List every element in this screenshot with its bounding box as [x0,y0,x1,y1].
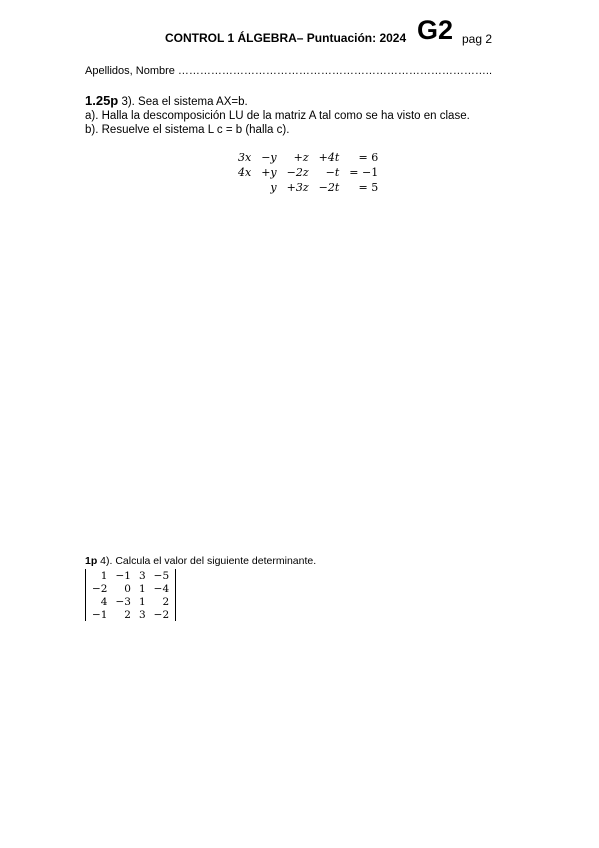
student-name-line: Apellidos, Nombre ………………………………………………………………………….. [85,65,493,77]
group-label: G2 [417,15,454,45]
determinant-row [88,582,173,595]
determinant-cell: 2 [124,608,131,621]
determinant-cell: −1 [115,569,131,582]
determinant-cell: 0 [124,582,131,595]
equation-term: −2z [286,166,309,179]
determinant-cell: −4 [153,582,170,595]
equation-term: +z [293,151,309,164]
equation-rhs: = 6 [358,151,379,164]
equation-term: −y [261,151,277,164]
determinant-cell: 1 [138,595,146,608]
determinant-cell: −5 [153,569,170,582]
question-3-heading [85,94,470,109]
exam-title: CONTROL 1 ÁLGEBRA– Puntuación: 2024 [165,31,407,45]
question-4 [85,555,316,567]
question-4-text: 4). Calcula el valor del siguiente determinante. [97,555,317,567]
equation-rhs: = 5 [358,181,379,194]
equation-term [233,180,256,195]
determinant-row [88,595,173,608]
equation-term: +y [261,166,277,179]
equation-term: −2t [318,181,340,194]
determinant-cell: −2 [92,582,108,595]
determinant-cell: 1 [138,582,146,595]
equation-term: 3x [238,151,252,164]
equation-term: −t [325,166,340,179]
determinant-row [88,569,173,582]
question-3-intro: 3). Sea el sistema AX=b. [118,96,248,108]
determinant-cell: −1 [92,608,108,621]
equation-row [233,180,383,195]
question-4-points: 1p [85,555,98,567]
determinant-cell: −3 [115,595,131,608]
equation-row [233,150,383,165]
determinant-cell: −2 [153,608,170,621]
determinant-cell: 4 [100,595,108,608]
determinant-row [88,608,173,621]
equation-system [233,150,383,195]
equation-row [233,165,383,180]
question-3-part-a: a). Halla la descomposición LU de la matriz A tal como se ha visto en clase. [85,110,470,122]
equation-term: y [270,181,277,194]
equation-term: 4x [238,166,252,179]
determinant [85,569,176,621]
determinant-cell: 3 [138,569,146,582]
question-3 [85,94,470,137]
equation-rhs: = −1 [349,166,379,179]
page-number: pag 2 [462,32,493,46]
equation-term: +4t [318,151,340,164]
determinant-cell: 1 [100,569,108,582]
determinant-cell: 3 [138,608,146,621]
question-3-part-b: b). Resuelve el sistema L c = b (halla c). [85,124,290,136]
equation-term: +3z [286,181,309,194]
determinant-cell: 2 [162,595,170,608]
question-3-points: 1.25p [85,93,119,108]
